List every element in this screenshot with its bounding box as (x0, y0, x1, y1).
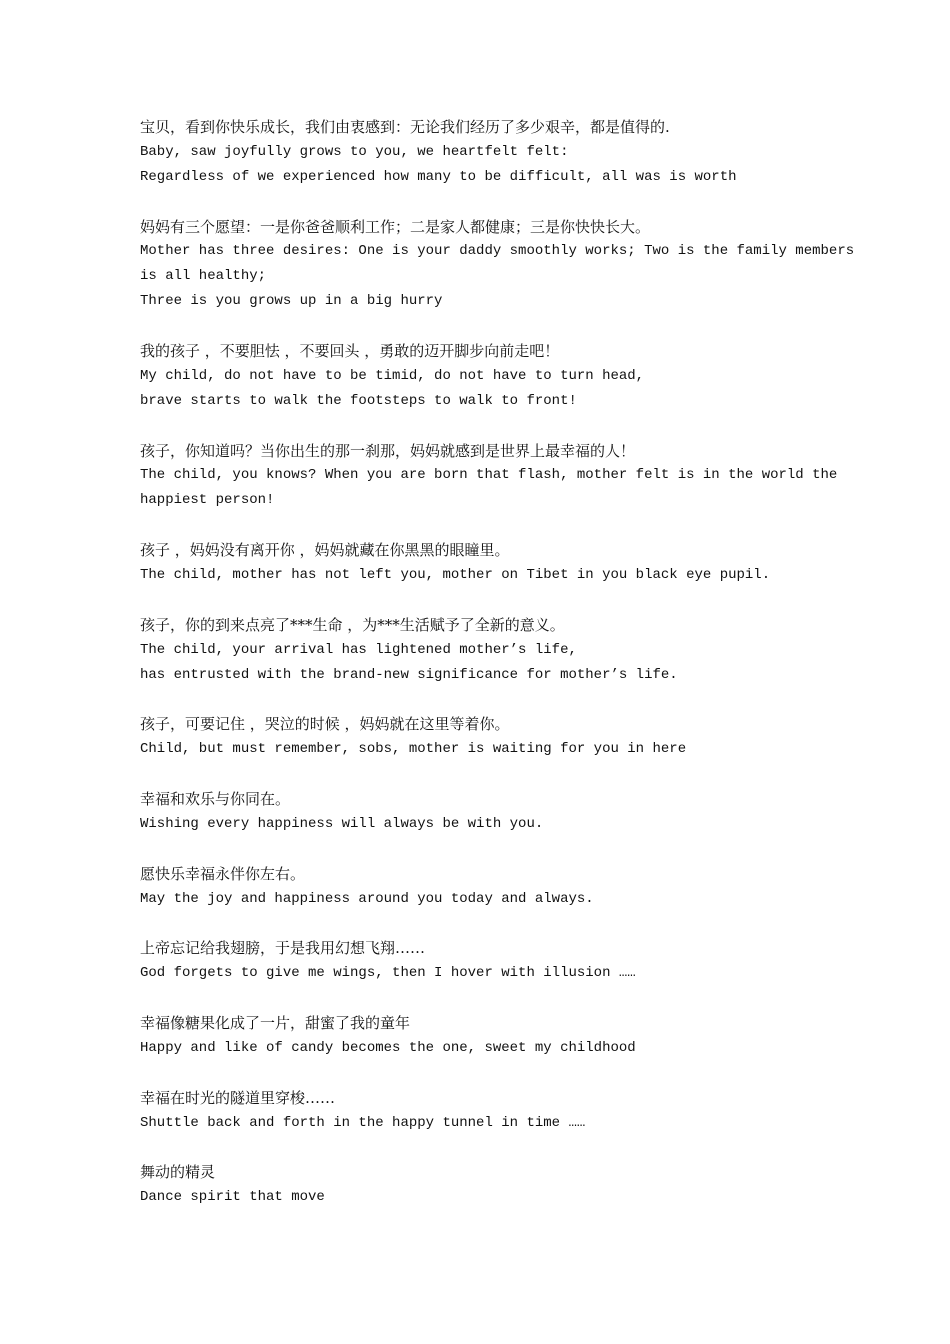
english-line: The child, your arrival has lightened mother’s life, (140, 641, 577, 658)
english-line: My child, do not have to be timid, do not have to turn head, (140, 367, 645, 384)
english-line: has entrusted with the brand-new significance for mother’s life. (140, 666, 678, 683)
english-line: Shuttle back and forth in the happy tunnel in time …… (140, 1114, 586, 1131)
paragraph (140, 215, 855, 315)
chinese-line: 幸福像糖果化成了一片，甜蜜了我的童年 (140, 1014, 411, 1033)
chinese-line: 愿快乐幸福永伴你左右。 (140, 864, 306, 883)
chinese-line: 我的孩子 ，不要胆怯 ，不要回头 ，勇敢的迈开脚步向前走吧！ (140, 342, 560, 361)
paragraph (140, 439, 840, 514)
chinese-line: 孩子，你知道吗？当你出生的那一刹那，妈妈就感到是世界上最幸福的人！ (140, 441, 636, 460)
english-line: Happy and like of candy becomes the one, sweet my childhood (140, 1039, 636, 1056)
english-line: brave starts to walk the footsteps to walk to front! (140, 392, 577, 409)
paragraph (140, 115, 840, 190)
english-line: Mother has three desires: One is your daddy smoothly works; Two is the family members (140, 243, 855, 260)
chinese-line: 上帝忘记给我翅膀，于是我用幻想飞翔…… (140, 939, 426, 958)
paragraph (140, 787, 840, 837)
english-line: is all healthy; (140, 268, 267, 285)
chinese-line: 幸福在时光的隧道里穿梭…… (140, 1088, 336, 1107)
paragraph (140, 1160, 840, 1210)
paragraph (140, 613, 840, 688)
english-line: The child, mother has not left you, mother on Tibet in you black eye pupil. (140, 567, 771, 584)
english-line: Regardless of we experienced how many to be difficult, all was is worth (140, 168, 737, 185)
chinese-line: 妈妈有三个愿望：一是你爸爸顺利工作；二是家人都健康；三是你快快长大。 (140, 217, 651, 236)
paragraph (140, 538, 840, 588)
paragraph (140, 1086, 840, 1136)
paragraph (140, 712, 840, 762)
chinese-line: 宝贝，看到你快乐成长，我们由衷感到：无论我们经历了多少艰辛，都是值得的. (140, 118, 670, 136)
english-line: God forgets to give me wings, then I hover with illusion …… (140, 965, 636, 982)
paragraph (140, 1011, 840, 1061)
paragraph (140, 936, 840, 986)
english-line: Baby, saw joyfully grows to you, we heartfelt felt: (140, 143, 569, 160)
paragraph (140, 862, 840, 912)
chinese-line: 孩子，你的到来点亮了***生命 ，为***生活赋予了全新的意义。 (140, 615, 565, 634)
paragraph (140, 339, 840, 414)
document-page (140, 115, 855, 1235)
chinese-line: 孩子，可要记住 ，哭泣的时候 ，妈妈就在这里等着你。 (140, 715, 510, 734)
english-line: Wishing every happiness will always be with you. (140, 815, 544, 832)
chinese-line: 幸福和欢乐与你同在。 (140, 790, 291, 809)
english-line: Child, but must remember, sobs, mother is waiting for you in here (140, 741, 687, 758)
english-line: The child, you knows? When you are born that flash, mother felt is in the world the (140, 467, 838, 484)
chinese-line: 舞动的精灵 (140, 1163, 216, 1182)
english-line: Three is you grows up in a big hurry (140, 293, 443, 310)
chinese-line: 孩子 ，妈妈没有离开你 ，妈妈就藏在你黑黑的眼瞳里。 (140, 541, 510, 560)
english-line: happiest person! (140, 492, 275, 509)
english-line: Dance spirit that move (140, 1189, 325, 1206)
english-line: May the joy and happiness around you today and always. (140, 890, 594, 907)
